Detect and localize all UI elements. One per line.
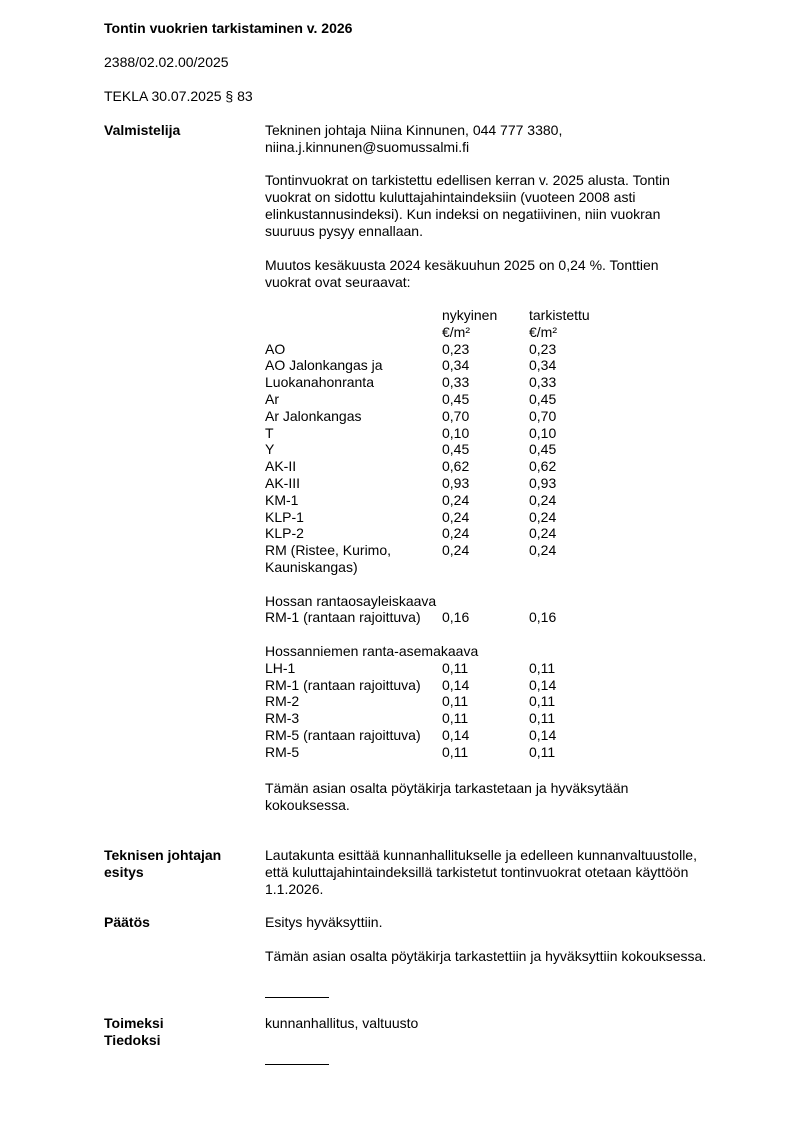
assignment-label-line: Toimeksi bbox=[104, 1015, 164, 1031]
zone-cell: RM-3 bbox=[265, 710, 300, 727]
decision-line: Esitys hyväksyttiin. bbox=[265, 914, 383, 930]
zone-cell: RM-1 (rantaan rajoittuva) bbox=[265, 609, 421, 626]
proposal-line: Lautakunta esittää kunnanhallitukselle ja edelleen kunnanvaltuustolle, bbox=[265, 847, 697, 863]
assignment-label-line: Tiedoksi bbox=[104, 1032, 161, 1048]
revised-rent-cell: 0,24 bbox=[529, 525, 557, 542]
zone-cell: RM-2 bbox=[265, 693, 300, 710]
proposal-text bbox=[265, 847, 735, 898]
zone-cell: RM-5 bbox=[265, 743, 300, 760]
zone-cell: T bbox=[265, 424, 274, 441]
revised-rent-cell: 0,10 bbox=[529, 424, 557, 441]
paragraph-line: suuruus pysyy ennallaan. bbox=[265, 223, 423, 239]
current-rent-cell: 0,93 bbox=[442, 474, 470, 491]
revised-rent-cell: 0,24 bbox=[529, 491, 557, 508]
revised-rent-cell: 0,45 bbox=[529, 441, 557, 458]
preparer-email: niina.j.kinnunen@suomussalmi.fi bbox=[265, 139, 470, 155]
paragraph-rent-history bbox=[265, 172, 735, 240]
current-rent-cell: 0,24 bbox=[442, 542, 470, 559]
current-rent-cell: 0,33 bbox=[442, 374, 470, 391]
zone-cell: RM-5 (rantaan rajoittuva) bbox=[265, 726, 421, 743]
revised-rent-cell: 0,70 bbox=[529, 407, 557, 424]
zone-cell: Luokanahonranta bbox=[265, 374, 374, 391]
revised-rent-cell: 0,33 bbox=[529, 374, 557, 391]
paragraph-index-change bbox=[265, 257, 735, 291]
current-rent-cell: 0,11 bbox=[442, 693, 469, 710]
revised-rent-cell: 0,62 bbox=[529, 458, 557, 475]
paragraph-line: Tontinvuokrat on tarkistettu edellisen kerran v. 2025 alusta. Tontin bbox=[265, 172, 670, 188]
separator-line bbox=[265, 1064, 329, 1065]
zone-cell: Y bbox=[265, 441, 275, 458]
proposal-label-line: esitys bbox=[104, 864, 144, 880]
table-header-unit: €/m² bbox=[529, 323, 557, 340]
zone-cell: Ar bbox=[265, 390, 279, 407]
assignment-value: kunnanhallitus, valtuusto bbox=[265, 1015, 419, 1031]
current-rent-cell: 0,24 bbox=[442, 508, 470, 525]
separator-line bbox=[265, 997, 329, 998]
current-rent-cell: 0,24 bbox=[442, 491, 470, 508]
table-header-current: nykyinen bbox=[442, 307, 498, 323]
preparer-line: Tekninen johtaja Niina Kinnunen, 044 777 3380, bbox=[265, 122, 563, 138]
paragraph-line: Muutos kesäkuusta 2024 kesäkuuhun 2025 on 0,24 %. Tonttien bbox=[265, 257, 659, 273]
zone-cell: AO Jalonkangas ja bbox=[265, 357, 383, 374]
zone-cell: Ar Jalonkangas bbox=[265, 407, 362, 424]
revised-rent-cell: 0,93 bbox=[529, 474, 557, 491]
zone-cell: AK-II bbox=[265, 458, 297, 475]
current-rent-cell: 0,34 bbox=[442, 357, 470, 374]
current-rent-cell: 0,62 bbox=[442, 458, 470, 475]
paragraph-line: elinkustannusindeksi). Kun indeksi on negatiivinen, niin vuokran bbox=[265, 206, 661, 222]
paragraph-line: Tämän asian osalta pöytäkirja tarkastetaan ja hyväksytään bbox=[265, 780, 629, 796]
zone-cell: Hossanniemen ranta-asemakaava bbox=[265, 642, 479, 659]
proposal-label bbox=[104, 847, 221, 881]
revised-rent-cell: 0,23 bbox=[529, 340, 557, 357]
current-rent-cell: 0,45 bbox=[442, 390, 470, 407]
zone-cell: KLP-2 bbox=[265, 525, 304, 542]
revised-rent-cell: 0,11 bbox=[529, 659, 556, 676]
current-rent-cell: 0,45 bbox=[442, 441, 470, 458]
zone-cell: Kauniskangas) bbox=[265, 558, 358, 575]
zone-cell: LH-1 bbox=[265, 659, 296, 676]
decision-label: Päätös bbox=[104, 914, 150, 930]
paragraph-line: kokouksessa. bbox=[265, 797, 350, 813]
paragraph-line: vuokrat on sidottu kuluttajahintaindeksiin (vuoteen 2008 asti bbox=[265, 189, 636, 205]
document-title: Tontin vuokrien tarkistaminen v. 2026 bbox=[104, 20, 353, 36]
table-header-revised: tarkistettu bbox=[529, 307, 590, 323]
revised-rent-cell: 0,34 bbox=[529, 357, 557, 374]
revised-rent-cell: 0,14 bbox=[529, 726, 557, 743]
revised-rent-cell: 0,11 bbox=[529, 710, 556, 727]
assignment-label bbox=[104, 1015, 164, 1049]
revised-rent-cell: 0,16 bbox=[529, 609, 557, 626]
zone-cell: Hossan rantaosayleiskaava bbox=[265, 592, 437, 609]
revised-rent-cell: 0,11 bbox=[529, 743, 556, 760]
table-header-unit: €/m² bbox=[442, 323, 470, 340]
current-rent-cell: 0,10 bbox=[442, 424, 470, 441]
current-rent-cell: 0,23 bbox=[442, 340, 470, 357]
zone-cell: KM-1 bbox=[265, 491, 299, 508]
preparer-label: Valmistelija bbox=[104, 122, 181, 138]
revised-rent-cell: 0,11 bbox=[529, 693, 556, 710]
zone-cell: RM (Ristee, Kurimo, bbox=[265, 542, 392, 559]
case-number: 2388/02.02.00/2025 bbox=[104, 54, 229, 70]
decision-line: Tämän asian osalta pöytäkirja tarkastettiin ja hyväksyttiin kokouksessa. bbox=[265, 948, 707, 964]
current-rent-cell: 0,16 bbox=[442, 609, 470, 626]
current-rent-cell: 0,11 bbox=[442, 710, 469, 727]
revised-rent-cell: 0,45 bbox=[529, 390, 557, 407]
revised-rent-cell: 0,14 bbox=[529, 676, 557, 693]
zone-cell: KLP-1 bbox=[265, 508, 304, 525]
meeting-reference: TEKLA 30.07.2025 § 83 bbox=[104, 88, 253, 104]
current-rent-cell: 0,14 bbox=[442, 726, 470, 743]
current-rent-cell: 0,11 bbox=[442, 743, 469, 760]
zone-cell: RM-1 (rantaan rajoittuva) bbox=[265, 676, 421, 693]
revised-rent-cell: 0,24 bbox=[529, 508, 557, 525]
current-rent-cell: 0,11 bbox=[442, 659, 469, 676]
preparer-info bbox=[265, 122, 735, 156]
zone-cell: AO bbox=[265, 340, 286, 357]
current-rent-cell: 0,14 bbox=[442, 676, 470, 693]
zone-cell: AK-III bbox=[265, 474, 301, 491]
proposal-line: 1.1.2026. bbox=[265, 881, 324, 897]
current-rent-cell: 0,24 bbox=[442, 525, 470, 542]
proposal-line: että kuluttajahintaindeksillä tarkistetut tontinvuokrat otetaan käyttöön bbox=[265, 864, 689, 880]
revised-rent-cell: 0,24 bbox=[529, 542, 557, 559]
proposal-label-line: Teknisen johtajan bbox=[104, 847, 222, 863]
current-rent-cell: 0,70 bbox=[442, 407, 470, 424]
paragraph-closing bbox=[265, 780, 735, 814]
paragraph-line: vuokrat ovat seuraavat: bbox=[265, 274, 411, 290]
